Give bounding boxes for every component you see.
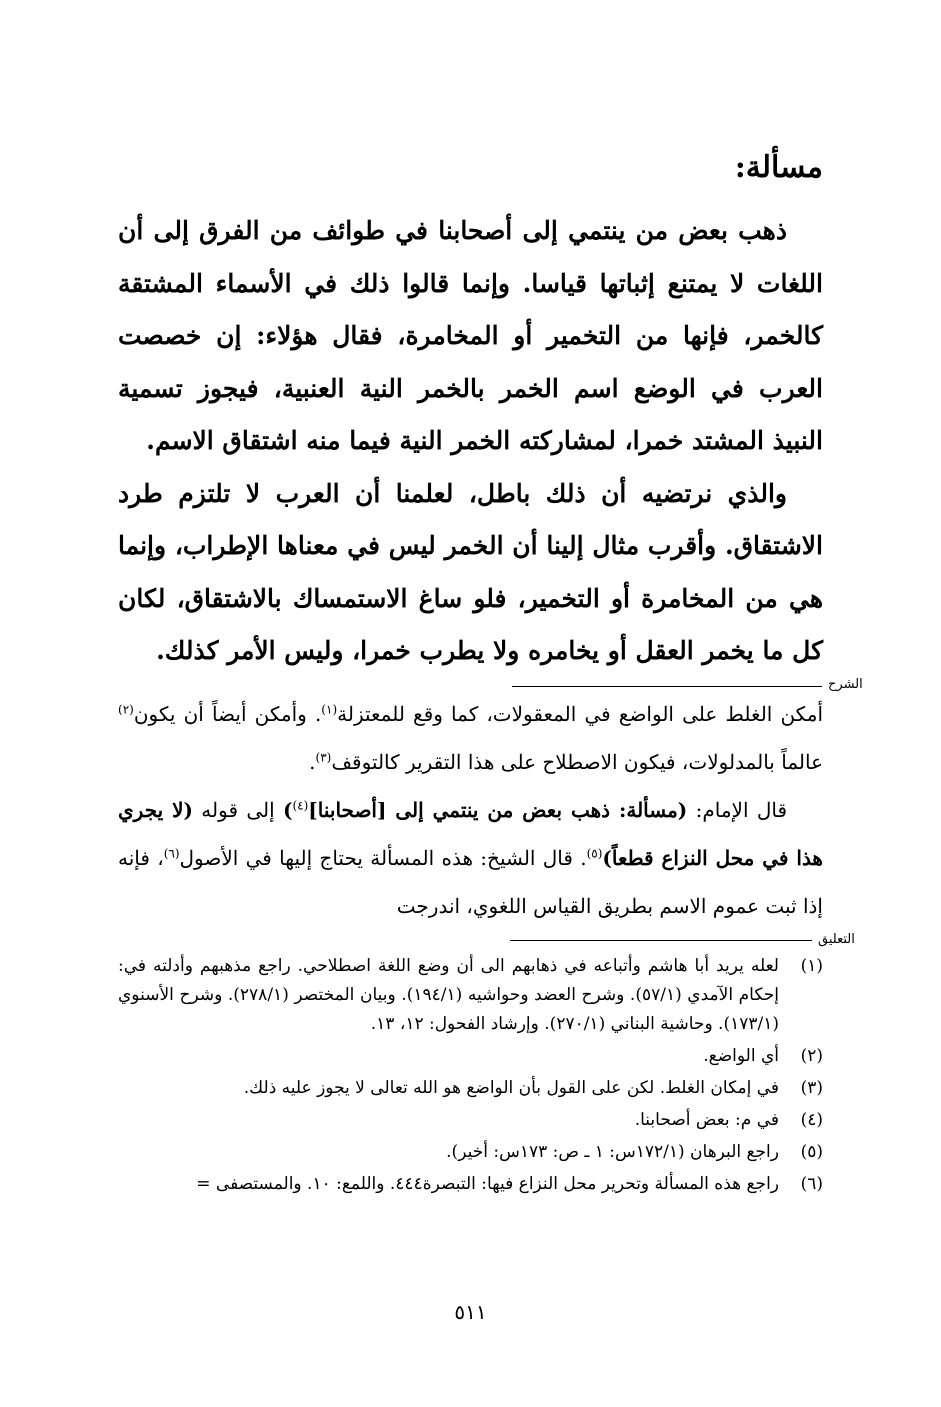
footnote-ref: (٤) <box>292 798 309 813</box>
main-paragraph-2: والذي نرتضيه أن ذلك باطل، لعلمنا أن العرب لا تلتزم طرد الاشتقاق. وأقرب مثال إلينا أن الخمر ليس في معناها الإطراب، وإنما هي من المخامرة أو التخمير، فلو ساغ الاستمساك بالاشتقاق، لكان كل ما يخمر العقل أو يخامره ولا يطرب خمرا، وليس الأمر كذلك. <box>118 478 823 665</box>
footnote-item: (٦) راجع هذه المسألة وتحرير محل النزاع فيها: التبصرة٤٤٤. واللمع: ١٠. والمستصفى = <box>196 1174 823 1194</box>
main-paragraph-1: ذهب بعض من ينتمي إلى أصحابنا في طوائف من الفرق إلى أن اللغات لا يمتنع إثباتها قياسا. وإنما قالوا ذلك في الأسماء المشتقة كالخمر، فإنها من التخمير أو المخامرة، فقال هؤلاء: إن خصصت العرب في الوضع اسم الخمر بالخمر النية العنبية، فيجوز تسمية النبيذ المشتد خمرا، لمشاركته الخمر النية فيما منه اشتقاق الاسم. <box>118 216 823 455</box>
commentary-paragraph-2: قال الإمام: (مسألة: ذهب بعض من ينتمي إلى [أصحابنا]$^{(٤)}$) إلى قوله (لا يجري هذا في محل النزاع قطعاً)$^{(٥)}$. قال الشيخ: هذه المسألة يحتاج إليها في الأصول$^{(٦)}$، فإنه إذا ثبت عموم الاسم بطريق القياس اللغوي، اندرجت <box>118 798 823 918</box>
notes-separator <box>510 940 812 941</box>
footnote-ref: (١) <box>321 702 338 717</box>
footnote-item: (١) لعله يريد أبا هاشم وأتباعه في ذهابهم الى أن وضع اللغة اصطلاحي. راجع مذهبهم وأدلته في: إحكام الآمدي (٥٧/١). وشرح العضد وحواشيه (١٩٤/١). وبيان المختصر (٢٧٨/١). وشرح الأسنوي (١٧٣/١). وحاشية البناني (٢٧٠/١). وإرشاد الفحول: ١٢، ١٣. <box>118 956 823 1034</box>
footnote-ref: (٥) <box>586 846 603 861</box>
commentary-paragraph-1: أمكن الغلط على الواضع في المعقولات، كما وقع للمعتزلة$^{(١)}$. وأمكن أيضاً أن يكون$^{(٢)}$ عالماً بالمدلولات، فيكون الاصطلاح على هذا التقرير كالتوقف$^{(٣)}$. <box>118 702 823 774</box>
footnotes <box>118 952 823 1202</box>
footnote-ref: (٦) <box>163 846 180 861</box>
footnote-item: (٤) في م: بعض أصحابنا. <box>634 1110 823 1130</box>
footnote-item: (٣) في إمكان الغلط. لكن على القول بأن الواضع هو الله تعالى لا يجوز عليه ذلك. <box>243 1078 823 1098</box>
footnote-ref: (٣) <box>315 750 332 765</box>
main-text <box>118 205 823 678</box>
footnote-ref: (٢) <box>118 702 134 717</box>
notes-label: التعليق <box>818 932 855 947</box>
page-number: ٥١١ <box>454 1300 487 1324</box>
commentary-label: الشرح <box>828 677 863 692</box>
commentary-separator <box>512 686 822 687</box>
footnote-item: (٥) راجع البرهان (١٧٢/١س: ١ ـ ص: ١٧٣س: أخير). <box>446 1142 823 1162</box>
footnote-item: (٢) أي الواضع. <box>703 1046 823 1066</box>
quoted-text: (لا يجري هذا في محل النزاع قطعاً) <box>118 798 823 870</box>
section-heading: مسألة: <box>734 150 823 185</box>
quoted-text: (مسألة: ذهب بعض من ينتمي إلى [أصحابنا] <box>308 798 688 822</box>
commentary-text <box>118 690 823 930</box>
